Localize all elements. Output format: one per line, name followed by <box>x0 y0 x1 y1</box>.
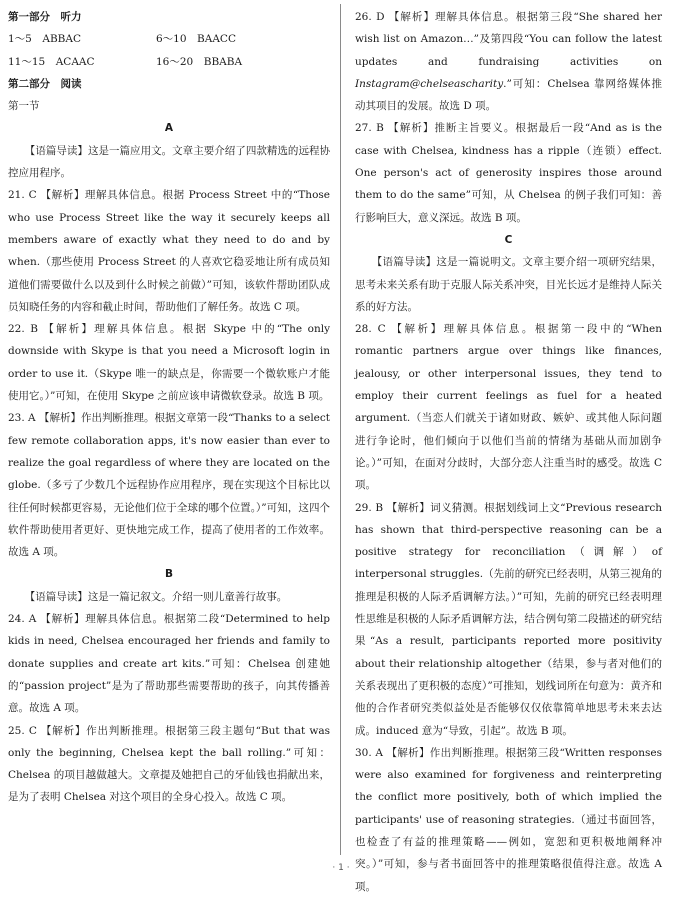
guide-c: 【语篇导读】这是一篇说明文。文章主要介绍一项研究结果，思考未来关系有助于克服人际关系冲突，目光长远才是维持人际关系的好方法。 <box>355 256 662 313</box>
answer-range: 1～5 ABBAC <box>8 33 81 46</box>
passage-a-label: A <box>164 122 174 135</box>
answer-range: 6～10 BAACC <box>156 33 236 46</box>
instagram-handle: Instagram@chelseascharity <box>355 77 504 90</box>
part2-title: 第二部分 阅读 <box>8 77 82 90</box>
answer-explanation-27: 27. B 【解析】推断主旨要义。根据最后一段“And as is the case with Chelsea, kindness has a ripple（连锁）effect. One person's act of generosity inspires those around them to do the same”可知，从 Chelsea 的例子我们可知：善行影响巨大，意义深远。故选 B 项。 <box>355 122 662 224</box>
answer-explanation-30: 30. A 【解析】作出判断推理。根据第三段“Written responses were also examined for forgiveness and reinterpreting the conflict more positively, both of which implied the participants' use of reasoning strategies.（通过书面回答，也检查了有益的推理策略——例如，宽恕和更积极地阐释冲突。）”可知，参与者书面回答中的推理策略很值得注意。故选 A 项。 <box>355 746 662 893</box>
page-number: · 1 · <box>332 863 350 873</box>
passage-b-label: B <box>164 568 173 581</box>
answer-range: 16～20 BBABA <box>156 55 243 68</box>
guide-b: 【语篇导读】这是一篇记叙文。介绍一则儿童善行故事。 <box>24 590 288 603</box>
answer-explanation-25: 25. C 【解析】作出判断推理。根据第三段主题句“But that was only the beginning, Chelsea kept the ball rolling.”可知：Chelsea 的项目越做越大。文章提及她把自己的牙仙钱也捐献出来，是为了表明 Chelsea 对这个项目的全身心投入。故选 C 项。 <box>8 724 330 804</box>
answer-explanation-21: 21. C 【解析】理解具体信息。根据 Process Street 中的“Those who use Process Street like the way it securely keeps all members aware of exactly what they need to do and by when.（那些使用 Process Street 的人喜欢它稳妥地让所有成员知道他们需要做什么以及到什么时候之前做）”可知，该软件帮助团队成员知晓任务的内容和截止时间，帮助他们了解任务。故选 C 项。 <box>8 189 330 313</box>
guide-a: 【语篇导读】这是一篇应用文。文章主要介绍了四款精选的远程协控应用程序。 <box>8 144 330 180</box>
answer-explanation-29: 29. B 【解析】词义猜测。根据划线词上文“Previous research has shown that third-perspective reasoning can be a positive strategy for reconciliation（调解）of interpersonal struggles.（先前的研究已经表明，从第三视角的推理是积极的人际矛盾调解方法。）”可知，先前的研究已经表明理性思维是积极的人际矛盾调解方法，结合例句第二段描述的研究结果“As a result, participants reported more positivity about their relationship altogether（结果，参与者对他们的关系表现出了更积极的态度）”可推知，划线词所在句意为：黄齐和他的合作者研究类似益处是否能够仅仅依靠简单地思考未来去达成。induced 意为“导致，引起”。故选 B 项。 <box>355 501 662 737</box>
section-title: 第一节 <box>8 100 40 113</box>
left-column <box>8 6 330 859</box>
answer-row <box>8 28 330 50</box>
q26-text-start: 26. D 【解析】理解具体信息。根据第三段“She shared her wish list on Amazon…”及第四段“You can follow the latest updates and fundraising activities on <box>355 11 662 68</box>
column-divider <box>340 4 341 855</box>
passage-c-label: C <box>504 233 513 246</box>
answer-range: 11～15 ACAAC <box>8 55 95 68</box>
answer-explanation-22: 22. B 【解析】理解具体信息。根据 Skype 中的“The only downside with Skype is that you need a Microsoft login in order to use it.（Skype 唯一的缺点是，你需要一个微软账户才能使用它。）”可知，在使用 Skype 之前应该申请微软登录。故选 B 项。 <box>8 323 330 403</box>
q26-text-end: .”可知：Chelsea 靠网络媒体推动其项目的发展。故选 D 项。 <box>355 77 662 113</box>
part1-title: 第一部分 听力 <box>8 11 82 23</box>
answer-explanation-23: 23. A 【解析】作出判断推理。根据文章第一段“Thanks to a select few remote collaboration apps, it's now easier than ever to realize the goal regardless of where they are located on the globe.（多亏了少数几个远程协作应用程序，现在实现这个目标比以往任何时候都更容易，无论他们位于全球的哪个位置。）”可知，这四个软件帮助使用者更好、更快地完成工作，提高了使用者的工作效率。故选 A 项。 <box>8 412 330 559</box>
answer-row <box>8 51 330 73</box>
answer-explanation-28: 28. C 【解析】理解具体信息。根据第一段中的“When romantic partners argue over things like finances, jealousy, or other interpersonal issues, they tend to employ their current feelings as fuel for a heated argument.（当恋人们就关于诸如财政、嫉妒、或其他人际问题进行争论时，他们倾向于以他们当前的情绪为基础从而加剧争论。）”可知，在面对分歧时，大部分恋人注重当时的感受。故选 C 项。 <box>355 323 662 492</box>
answer-explanation-24: 24. A 【解析】理解具体信息。根据第二段“Determined to help kids in need, Chelsea encouraged her friends and family to donate supplies and create art kits.”可知：Chelsea 创建她的“passion project”是为了帮助那些需要帮助的孩子，向其传播善意。故选 A 项。 <box>8 613 330 715</box>
answer-explanation-26 <box>355 6 662 117</box>
right-column <box>355 6 662 893</box>
